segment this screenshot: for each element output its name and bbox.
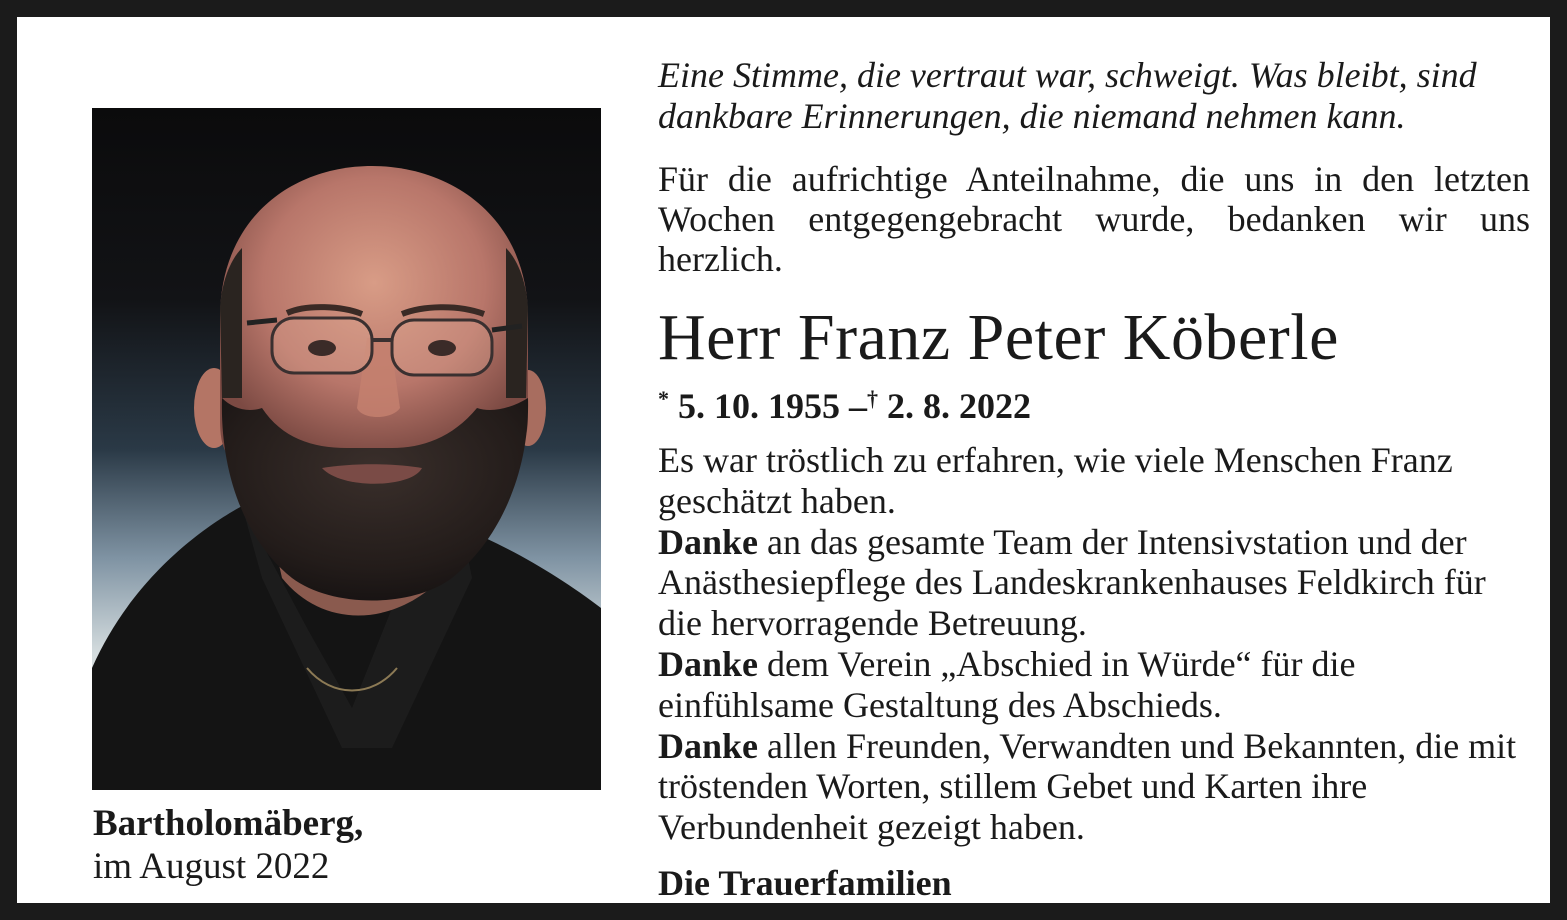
caption-place: Bartholomäberg, <box>93 803 364 844</box>
deceased-name: Herr Franz Peter Köberle <box>658 301 1339 374</box>
gratitude-text <box>658 440 1530 848</box>
danke-paragraph-1 <box>658 522 1530 644</box>
danke-text-2: dem Verein „Abschied in Würde“ für die einfühlsame Gestaltung des Abschieds. <box>658 643 1356 725</box>
quote-line-1: Eine Stimme, die vertraut war, schweigt. Was bleibt, sind <box>658 55 1477 95</box>
date-separator: – <box>849 386 867 426</box>
memorial-quote <box>658 55 1530 137</box>
lifespan <box>658 377 1530 428</box>
danke-word: Danke <box>658 521 759 562</box>
quote-line-2: dankbare Erinnerungen, die niemand nehmen kann. <box>658 96 1406 136</box>
caption-date: im August 2022 <box>93 846 330 887</box>
danke-paragraph-3 <box>658 726 1530 848</box>
danke-text-3: allen Freunden, Verwandten und Bekannten, die mit tröstenden Worten, stillem Gebet und Karten ihre Verbundenheit gezeigt haben. <box>658 725 1517 848</box>
birth-date: 5. 10. 1955 <box>678 386 840 426</box>
signature: Die Trauerfamilien <box>658 863 952 903</box>
danke-word: Danke <box>658 725 759 766</box>
danke-paragraph-2 <box>658 644 1530 726</box>
thanks-intro: Für die aufrichtige Anteilnahme, die uns in den letzten Wochen entgegengebracht wurde, bedanken wir uns herzlich. <box>658 159 1530 279</box>
death-date: 2. 8. 2022 <box>887 386 1031 426</box>
danke-word: Danke <box>658 643 759 684</box>
danke-text-1: an das gesamte Team der Intensivstation und der Anästhesiepflege des Landeskrankenhauses Feldkirch für die hervorragende Betreuung. <box>658 521 1486 644</box>
body-intro: Es war tröstlich zu erfahren, wie viele Menschen Franz geschätzt haben. <box>658 440 1453 521</box>
birth-symbol: * <box>658 386 669 411</box>
death-symbol: † <box>867 386 878 411</box>
portrait-photo <box>92 108 601 790</box>
